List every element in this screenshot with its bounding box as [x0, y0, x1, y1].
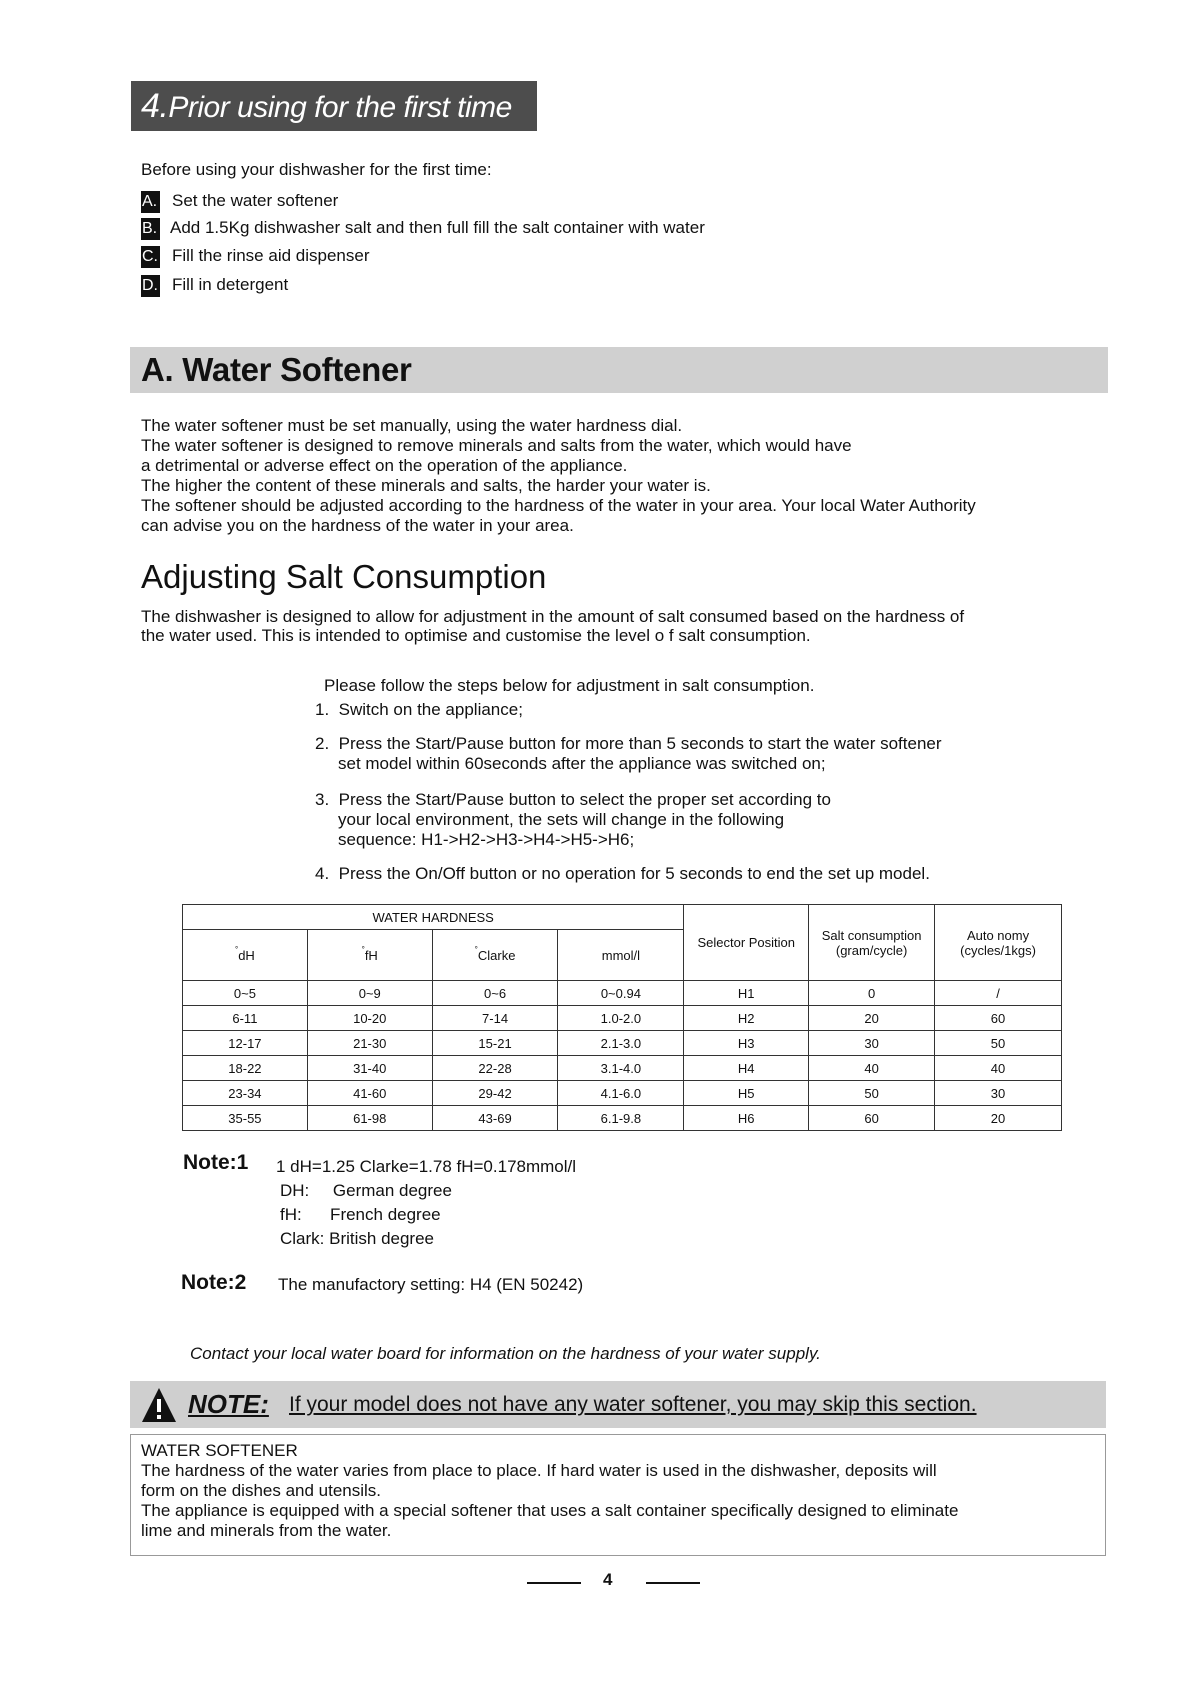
- table-cell: 23-34: [183, 1081, 308, 1106]
- table-cell: 22-28: [432, 1056, 558, 1081]
- fh-header: [307, 930, 432, 981]
- salt-consumption-header: [809, 905, 935, 981]
- instruction-line: Switch on the appliance;: [338, 700, 523, 719]
- table-cell: 41-60: [307, 1081, 432, 1106]
- paragraph-line: The water softener is designed to remove minerals and salts from the water, which would have: [141, 436, 852, 455]
- instruction-number: 3.: [315, 790, 330, 809]
- table-cell: /: [935, 981, 1062, 1006]
- degree-mark: °: [234, 944, 239, 954]
- box-content: [141, 1441, 958, 1541]
- section-title-text: Prior using for the first time: [168, 91, 512, 124]
- box-line: lime and minerals from the water.: [141, 1521, 392, 1540]
- table-cell: 1.0-2.0: [558, 1006, 684, 1031]
- note1-label: Note:1: [183, 1151, 249, 1174]
- box-line: The hardness of the water varies from place to place. If hard water is used in the dishwasher, deposits will: [141, 1461, 937, 1480]
- table-cell: 40: [809, 1056, 935, 1081]
- water-hardness-header: WATER HARDNESS: [183, 905, 684, 930]
- note-line: DH: German degree: [280, 1181, 452, 1200]
- section-title: [131, 81, 537, 131]
- table-cell: 60: [809, 1106, 935, 1131]
- paragraph-line: the water used. This is intended to optimise and customise the level o f salt consumption.: [141, 626, 811, 645]
- table-cell: 30: [935, 1081, 1062, 1106]
- table-cell: 0~0.94: [558, 981, 684, 1006]
- table-cell: 35-55: [183, 1106, 308, 1131]
- table-cell: H4: [684, 1056, 809, 1081]
- page-number: 4: [603, 1570, 613, 1589]
- note-bar-label: NOTE:: [188, 1389, 269, 1419]
- softener-paragraph: [141, 416, 976, 536]
- table-cell: 7-14: [432, 1006, 558, 1031]
- note-line: Clark: British degree: [280, 1229, 435, 1248]
- table-cell: 0~6: [432, 981, 558, 1006]
- table-cell: 29-42: [432, 1081, 558, 1106]
- table-row: [183, 1081, 1062, 1106]
- box-line: form on the dishes and utensils.: [141, 1481, 382, 1500]
- table-cell: 10-20: [307, 1006, 432, 1031]
- table-cell: 12-17: [183, 1031, 308, 1056]
- note2-label: Note:2: [181, 1271, 247, 1294]
- header-text: Clarke: [477, 947, 516, 963]
- step-text: Add 1.5Kg dishwasher salt and then full fill the salt container with water: [170, 218, 705, 237]
- table-cell: 15-21: [432, 1031, 558, 1056]
- table-cell: 6-11: [183, 1006, 308, 1031]
- step-text: Fill in detergent: [172, 275, 289, 294]
- table-cell: 30: [809, 1031, 935, 1056]
- header-line: (gram/cycle): [835, 942, 908, 958]
- table-cell: 40: [935, 1056, 1062, 1081]
- instruction-2: [315, 734, 942, 774]
- softener-heading: A. Water Softener: [141, 351, 412, 388]
- page-rule-left: [527, 1582, 581, 1584]
- table-row: [183, 1056, 1062, 1081]
- instruction-line: Press the On/Off button or no operation for 5 seconds to end the set up model.: [338, 864, 930, 883]
- contact-text: Contact your local water board for information on the hardness of your water supply.: [190, 1344, 821, 1363]
- table-cell: 4.1-6.0: [558, 1081, 684, 1106]
- list-item: [141, 244, 369, 268]
- page-rule-right: [646, 1582, 700, 1584]
- section-number: 4.: [141, 87, 169, 125]
- paragraph-line: The dishwasher is designed to allow for adjustment in the amount of salt consumed based on the hardness of: [141, 607, 965, 626]
- paragraph-line: The higher the content of these minerals and salts, the harder your water is.: [141, 476, 711, 495]
- salt-heading: Adjusting Salt Consumption: [141, 558, 547, 595]
- table-row: [183, 1031, 1062, 1056]
- selector-position-header: Selector Position: [684, 905, 809, 981]
- instruction-line: set model within 60seconds after the appliance was switched on;: [338, 754, 826, 773]
- autonomy-header: [935, 905, 1062, 981]
- header-text: dH: [238, 947, 255, 963]
- box-title: WATER SOFTENER: [141, 1441, 298, 1460]
- table-cell: 31-40: [307, 1056, 432, 1081]
- table-cell: H2: [684, 1006, 809, 1031]
- instruction-1: [315, 700, 523, 720]
- paragraph-line: a detrimental or adverse effect on the operation of the appliance.: [141, 456, 628, 475]
- note-bar-text: If your model does not have any water softener, you may skip this section.: [289, 1393, 977, 1416]
- instruction-line: sequence: H1->H2->H3->H4->H5->H6;: [338, 830, 635, 849]
- list-item: [141, 216, 705, 240]
- table-cell: 20: [809, 1006, 935, 1031]
- step-letter: A.: [141, 191, 160, 213]
- table-row: [183, 1006, 1062, 1031]
- table-cell: 3.1-4.0: [558, 1056, 684, 1081]
- table-cell: 50: [935, 1031, 1062, 1056]
- softener-heading-band: [130, 347, 1108, 393]
- table-cell: 0~5: [183, 981, 308, 1006]
- dh-header: [183, 930, 308, 981]
- note-bar: [130, 1381, 1106, 1428]
- note2-text: The manufactory setting: H4 (EN 50242): [278, 1275, 584, 1294]
- table-cell: 6.1-9.8: [558, 1106, 684, 1131]
- warning-icon: [140, 1386, 178, 1424]
- table-cell: 50: [809, 1081, 935, 1106]
- list-item: [141, 189, 338, 213]
- paragraph-line: The softener should be adjusted according to the hardness of the water in your area. Your local Water Authority: [141, 496, 976, 515]
- table-cell: 0~9: [307, 981, 432, 1006]
- step-text: Set the water softener: [172, 191, 339, 210]
- step-letter: B.: [141, 218, 160, 240]
- table-cell: H5: [684, 1081, 809, 1106]
- table-row: [183, 981, 1062, 1006]
- degree-mark: °: [474, 944, 478, 954]
- table-row: [183, 1106, 1062, 1131]
- instruction-4: [315, 864, 930, 884]
- note-line: 1 dH=1.25 Clarke=1.78 fH=0.178mmol/l: [276, 1157, 577, 1176]
- table-cell: 20: [935, 1106, 1062, 1131]
- table-cell: H3: [684, 1031, 809, 1056]
- step-text: Fill the rinse aid dispenser: [172, 246, 370, 265]
- mmol-header: mmol/l: [558, 930, 684, 981]
- table-cell: 2.1-3.0: [558, 1031, 684, 1056]
- table-cell: 21-30: [307, 1031, 432, 1056]
- follow-text: Please follow the steps below for adjustment in salt consumption.: [324, 676, 815, 695]
- table-cell: H6: [684, 1106, 809, 1131]
- note-line: fH: French degree: [280, 1205, 441, 1224]
- header-text: fH: [364, 947, 378, 963]
- table-cell: 60: [935, 1006, 1062, 1031]
- clarke-header: [432, 930, 558, 981]
- table-header-row: [183, 905, 1062, 930]
- instruction-number: 2.: [315, 734, 330, 753]
- instruction-line: Press the Start/Pause button to select the proper set according to: [338, 790, 831, 809]
- instruction-line: Press the Start/Pause button for more than 5 seconds to start the water softener: [338, 734, 942, 753]
- table-cell: 43-69: [432, 1106, 558, 1131]
- header-line: Salt consumption: [821, 927, 922, 943]
- instruction-number: 1.: [315, 700, 330, 719]
- instruction-line: your local environment, the sets will change in the following: [338, 810, 785, 829]
- table-cell: H1: [684, 981, 809, 1006]
- box-line: The appliance is equipped with a special softener that uses a salt container specifically designed to eliminate: [141, 1501, 959, 1520]
- water-hardness-table: [182, 904, 1062, 1131]
- header-line: (cycles/1kgs): [960, 942, 1036, 958]
- paragraph-line: The water softener must be set manually, using the water hardness dial.: [141, 416, 683, 435]
- note1-text: [276, 1155, 576, 1251]
- step-letter: C.: [141, 246, 160, 268]
- list-item: [141, 273, 288, 297]
- step-letter: D.: [141, 275, 160, 297]
- intro-text: Before using your dishwasher for the first time:: [141, 160, 492, 179]
- instruction-number: 4.: [315, 864, 330, 883]
- paragraph-line: can advise you on the hardness of the water in your area.: [141, 516, 574, 535]
- table-cell: 61-98: [307, 1106, 432, 1131]
- salt-paragraph: [141, 607, 964, 645]
- table-body: [183, 981, 1062, 1131]
- header-line: Auto nomy: [966, 927, 1030, 943]
- degree-mark: °: [361, 944, 365, 954]
- table-cell: 0: [809, 981, 935, 1006]
- instruction-3: [315, 790, 831, 850]
- water-softener-box: [130, 1434, 1106, 1556]
- table-cell: 18-22: [183, 1056, 308, 1081]
